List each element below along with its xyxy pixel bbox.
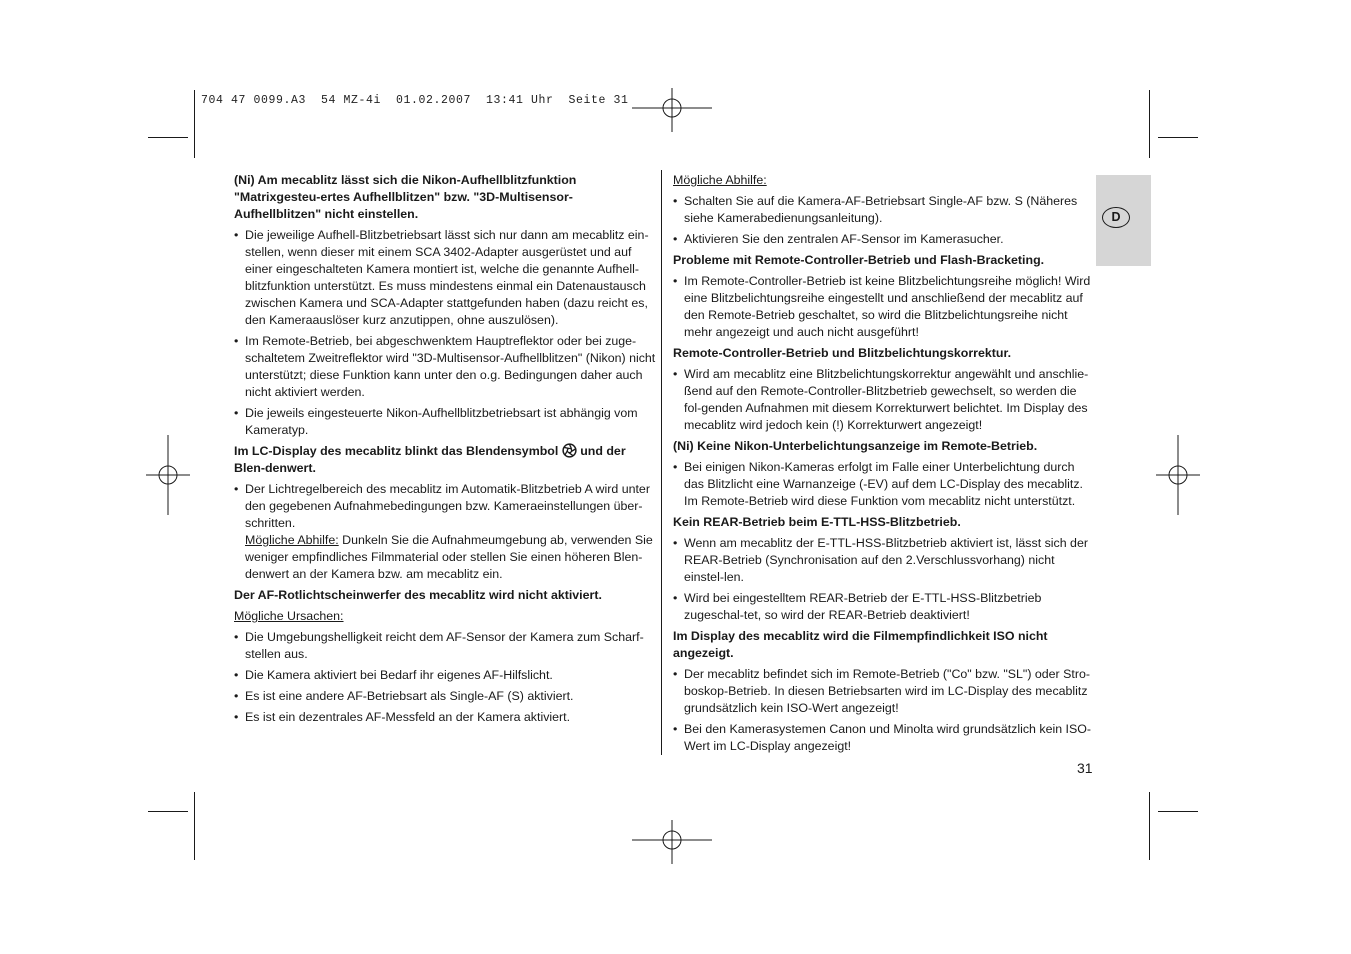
list-item: • Wird bei eingestelltem REAR-Betrieb der E-TTL-HSS-Blitzbetrieb zugeschal-tet, so wird der REAR-Betrieb deaktiviert! xyxy=(673,590,1095,624)
crop-mark-icon xyxy=(194,90,195,158)
heading-nikon-fill-flash: (Ni) Am mecablitz lässt sich die Nikon-Aufhellblitzfunktion "Matrixgesteu-ertes Aufhellblitzen" bzw. "3D-Multisensor-Aufhellblitzen" nicht einstellen. xyxy=(234,173,577,221)
crop-mark-icon xyxy=(1158,811,1198,812)
registration-crosshair-icon xyxy=(146,435,190,515)
aperture-icon xyxy=(562,443,577,458)
crop-mark-icon xyxy=(148,137,188,138)
list-remote-correction xyxy=(673,366,1095,434)
remedy-text: Dunkeln Sie die Aufnahmeumgebung ab, verwenden Sie weniger empfindliches Filmmaterial oder stellen Sie einen höheren Blen-denwert an der Kamera bzw. am mecablitz ein. xyxy=(245,533,653,581)
registration-crosshair-icon xyxy=(632,88,712,132)
causes-label: Mögliche Ursachen: xyxy=(234,609,344,623)
list-nikon-underexposure xyxy=(673,459,1095,510)
list-item: • Im Remote-Betrieb, bei abgeschwenktem Hauptreflektor oder bei zuge-schaltetem Zweitreflektor wird "3D-Multisensor-Aufhellblitzen" (Nikon) nicht unterstützt; diese Funktion kann unter den o.g. Bedingungen daher auch nicht aktiviert werden. xyxy=(234,333,658,401)
list-item: • Es ist eine andere AF-Betriebsart als Single-AF (S) aktiviert. xyxy=(234,688,658,705)
registration-crosshair-icon xyxy=(1156,435,1200,515)
list-item: • Die jeweils eingesteuerte Nikon-Aufhellblitzbetriebsart ist abhängig vom Kameratyp. xyxy=(234,405,658,439)
list-item: • Schalten Sie auf die Kamera-AF-Betriebsart Single-AF bzw. S (Näheres siehe Kamerabedienungsanleitung). xyxy=(673,193,1095,227)
print-imprint: 704 47 0099.A3 54 MZ-4i 01.02.2007 13:41 Uhr Seite 31 xyxy=(201,94,629,107)
crop-mark-icon xyxy=(1149,90,1150,158)
list-remote-bracketing xyxy=(673,273,1095,341)
heading-af-light: Der AF-Rotlichtscheinwerfer des mecablitz wird nicht aktiviert. xyxy=(234,588,602,602)
right-column xyxy=(673,172,1095,759)
list-item: • Es ist ein dezentrales AF-Messfeld an der Kamera aktiviert. xyxy=(234,709,658,726)
list-item: • Wenn am mecablitz der E-TTL-HSS-Blitzbetrieb aktiviert ist, lässt sich der REAR-Betrieb (Synchronisation auf den 2.Verschlussvorhang) nicht einstel-len. xyxy=(673,535,1095,586)
language-tab-letter: D xyxy=(1102,207,1130,228)
list-nikon-fill-flash xyxy=(234,227,658,439)
column-divider xyxy=(661,170,662,755)
list-item xyxy=(234,481,658,583)
heading-rear-hss: Kein REAR-Betrieb beim E-TTL-HSS-Blitzbetrieb. xyxy=(673,515,961,529)
list-item-text: • Der Lichtregelbereich des mecablitz im Automatik-Blitzbetrieb A wird unter den gegebenen Aufnahmebedingungen bzw. Kameraeinstellungen über-schritten. xyxy=(245,482,650,530)
list-item: • Der mecablitz befindet sich im Remote-Betrieb ("Co" bzw. "SL") oder Stro-boskop-Betrieb. In diesen Betriebsarten wird im LC-Display des mecablitz grundsätzlich kein ISO-Wert angezeigt! xyxy=(673,666,1095,717)
crop-mark-icon xyxy=(194,792,195,860)
list-rear-hss xyxy=(673,535,1095,624)
crop-mark-icon xyxy=(1158,137,1198,138)
list-af-causes xyxy=(234,629,658,726)
heading-iso-display: Im Display des mecablitz wird die Filmempfindlichkeit ISO nicht angezeigt. xyxy=(673,629,1048,660)
list-iso-display xyxy=(673,666,1095,755)
heading-aperture-blink-part1: Im LC-Display des mecablitz blinkt das Blendensymbol xyxy=(234,444,559,458)
page-number: 31 xyxy=(1077,760,1093,776)
list-item: • Wird am mecablitz eine Blitzbelichtungskorrektur angewählt und anschlie-ßend auf den Remote-Controller-Blitzbetrieb gewechselt, so werden die fol-genden Aufnahmen mit diesem Korrekturwert belichtet. Im Display des mecablitz wird jedoch kein (!) Korrekturwert angezeigt! xyxy=(673,366,1095,434)
remedy-label: Mögliche Abhilfe: xyxy=(673,173,767,187)
list-item: • Aktivieren Sie den zentralen AF-Sensor im Kamerasucher. xyxy=(673,231,1095,248)
heading-aperture-blink-part2: und der Blen-denwert. xyxy=(234,444,626,475)
list-item: • Die Umgebungshelligkeit reicht dem AF-Sensor der Kamera zum Scharf-stellen aus. xyxy=(234,629,658,663)
remedy-label: Mögliche Abhilfe: xyxy=(245,533,339,547)
registration-crosshair-icon xyxy=(632,820,712,864)
list-aperture-blink xyxy=(234,481,658,583)
heading-aperture-blink xyxy=(234,443,658,477)
list-af-remedy xyxy=(673,193,1095,248)
list-item: • Im Remote-Controller-Betrieb ist keine Blitzbelichtungsreihe möglich! Wird eine Blitzbelichtungsreihe eingestellt und anschließend der mecablitz auf den Remote-Betrieb geschaltet, so wird die Blitzbelichtungsreihe nicht mehr angezeigt und auch nicht ausgeführt! xyxy=(673,273,1095,341)
crop-mark-icon xyxy=(1149,792,1150,860)
left-column xyxy=(234,172,658,730)
heading-remote-correction: Remote-Controller-Betrieb und Blitzbelichtungskorrektur. xyxy=(673,346,1012,360)
heading-remote-bracketing: Probleme mit Remote-Controller-Betrieb und Flash-Bracketing. xyxy=(673,253,1045,267)
remedy-paragraph xyxy=(245,532,658,583)
crop-mark-icon xyxy=(148,811,188,812)
list-item: • Bei einigen Nikon-Kameras erfolgt im Falle einer Unterbelichtung durch das Blitzlicht eine Warnanzeige (-EV) auf dem LC-Display des mecablitz. Im Remote-Betrieb wird diese Funktion vom mecablitz nicht unterstützt. xyxy=(673,459,1095,510)
heading-nikon-underexposure: (Ni) Keine Nikon-Unterbelichtungsanzeige im Remote-Betrieb. xyxy=(673,439,1038,453)
list-item: • Die jeweilige Aufhell-Blitzbetriebsart lässt sich nur dann am mecablitz ein-stellen, wenn dieser mit einem SCA 3402-Adapter ausgerüstet und auf einer eingeschalteten Kamera montiert ist, welche die genannte Aufhell-blitzfunktion unterstützt. Es muss mindestens einmal ein Datenaustausch zwischen Kamera und SCA-Adapter stattgefunden haben (dazu reicht es, den Kameraauslöser kurz anzutippen, ohne auszulösen). xyxy=(234,227,658,329)
list-item: • Die Kamera aktiviert bei Bedarf ihr eigenes AF-Hilfslicht. xyxy=(234,667,658,684)
list-item: • Bei den Kamerasystemen Canon und Minolta wird grundsätzlich kein ISO-Wert im LC-Display angezeigt! xyxy=(673,721,1095,755)
